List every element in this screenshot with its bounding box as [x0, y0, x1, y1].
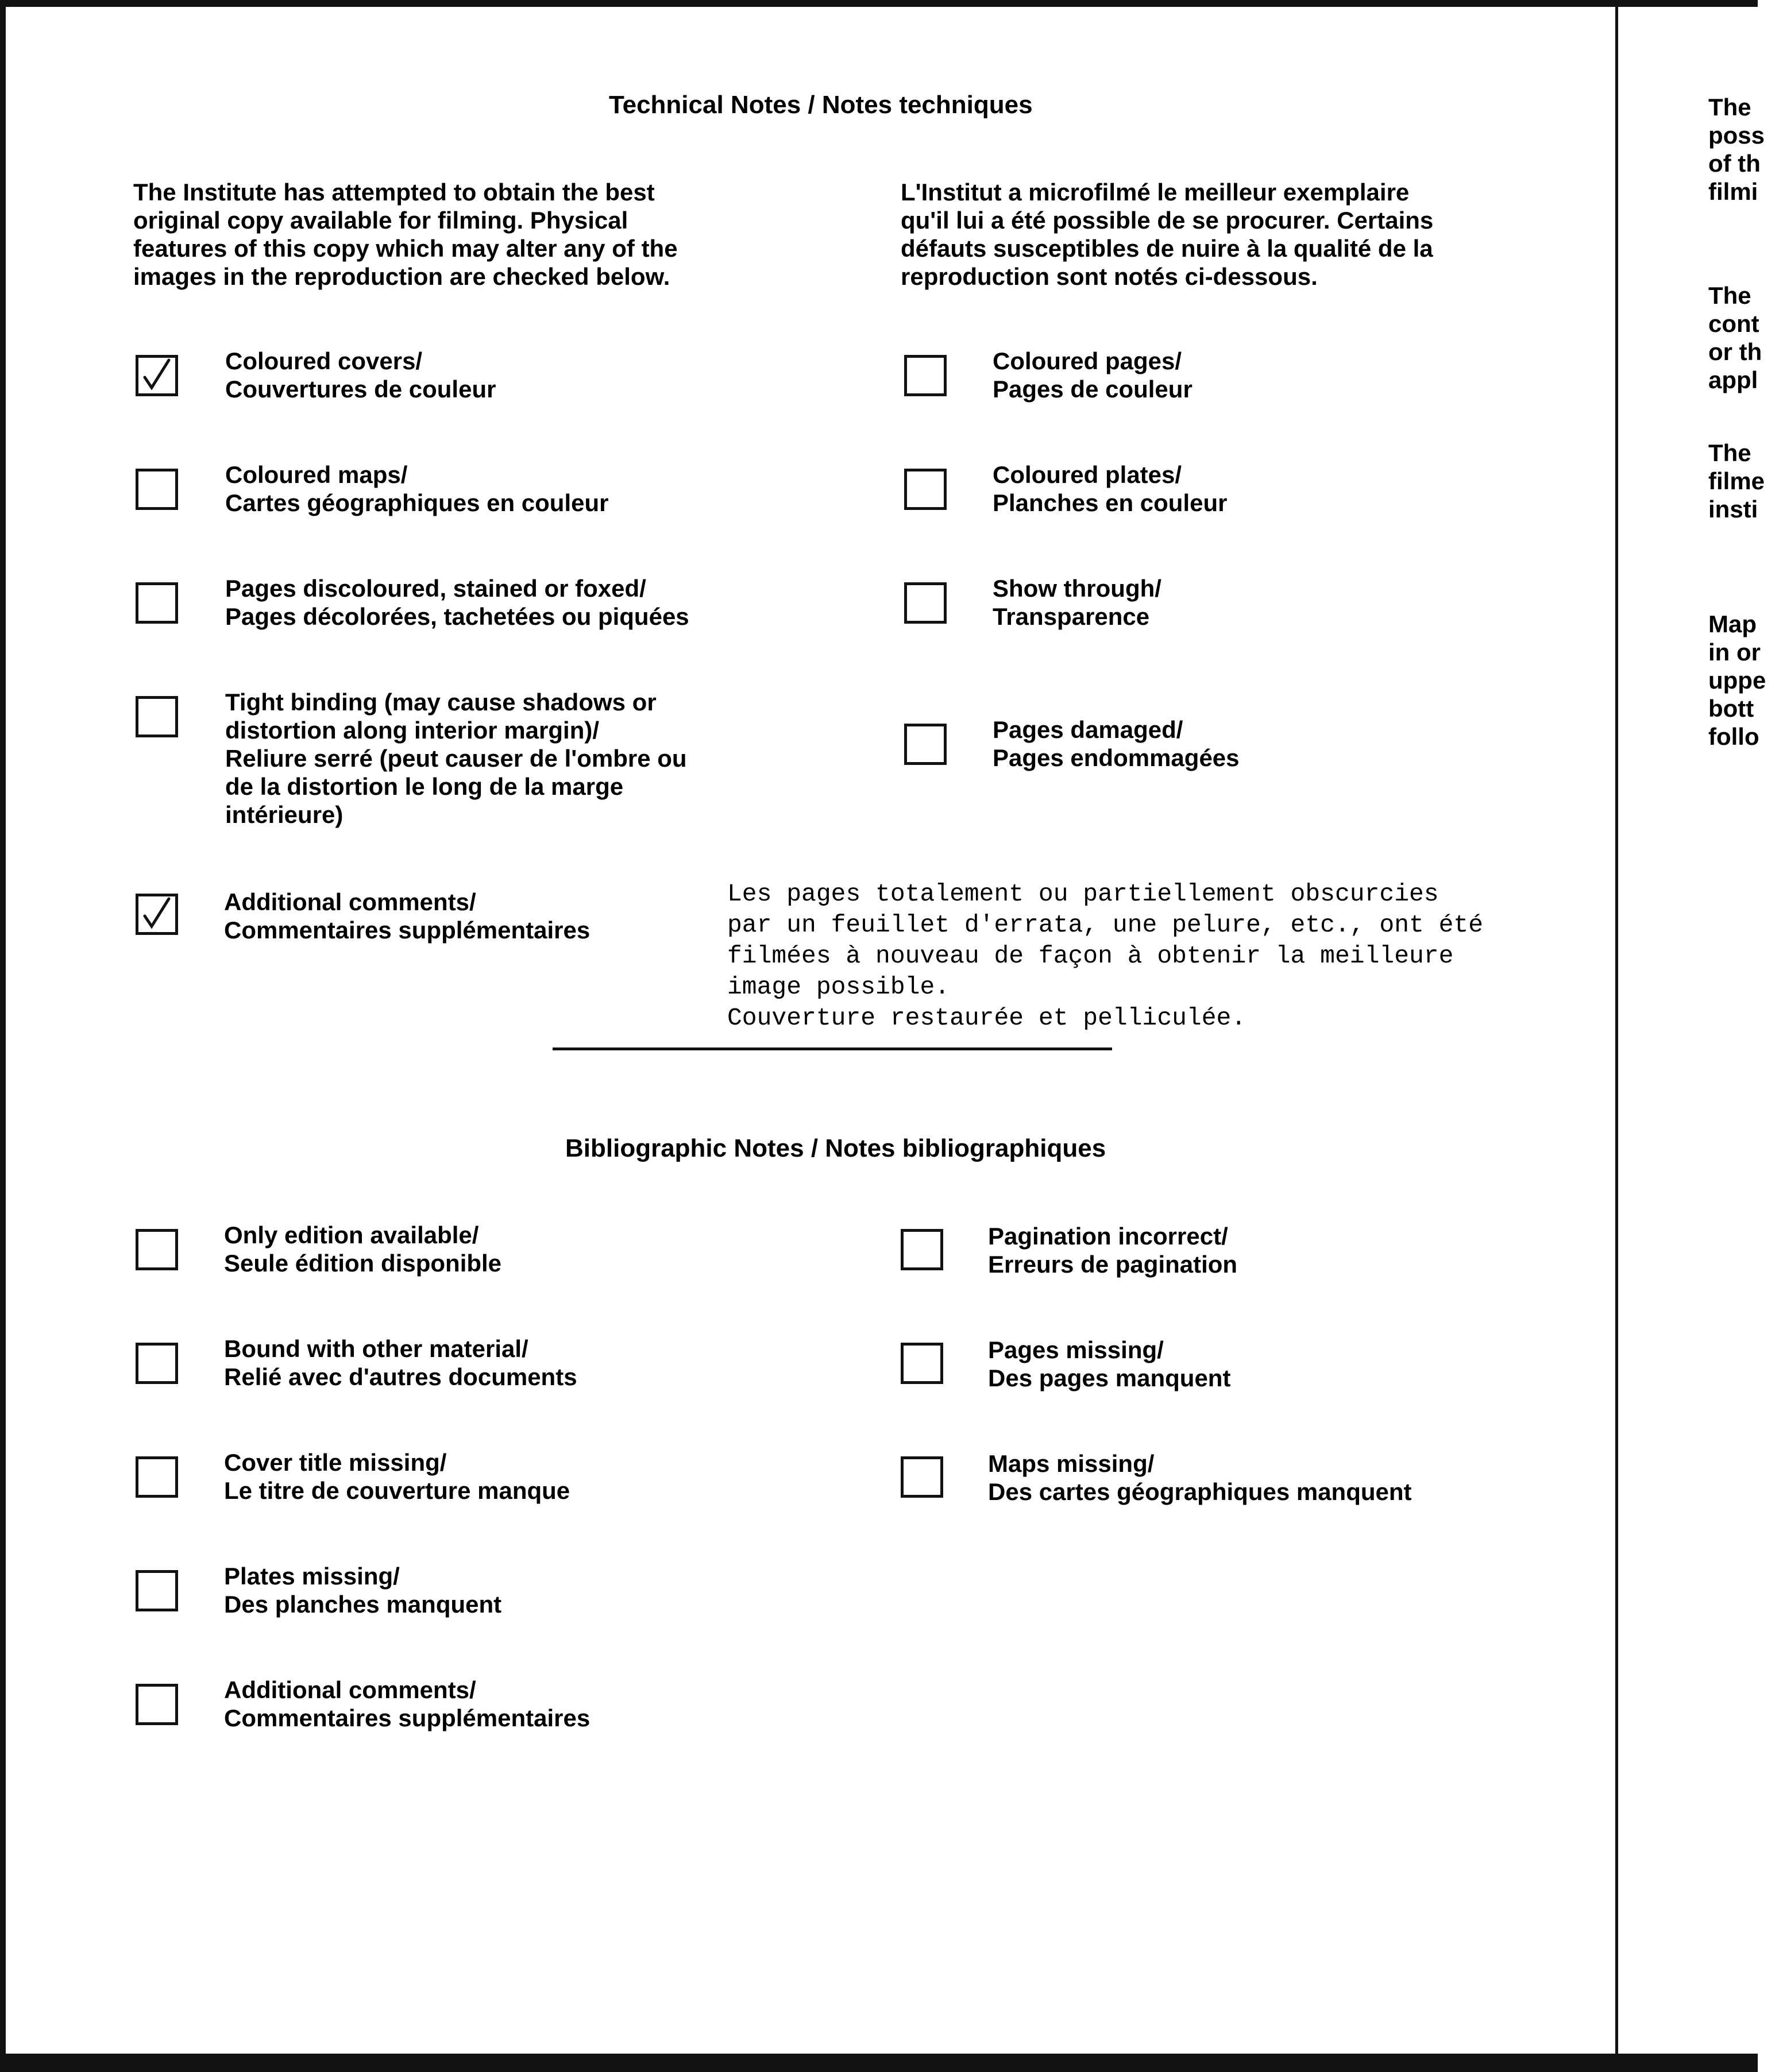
checkbox-tight-binding[interactable]: [136, 696, 178, 737]
checkbox-maps-missing[interactable]: [901, 1456, 943, 1498]
intro-english: The Institute has attempted to obtain the best original copy available for filming. Physical features of this copy which may alter any of the images in the reproduction are checked below.: [133, 179, 678, 290]
checkbox-plates-missing[interactable]: [136, 1570, 178, 1611]
checkbox-bound-with-other[interactable]: [136, 1343, 178, 1384]
label-cover-title-missing: Cover title missing/ Le titre de couverture manque: [224, 1449, 570, 1504]
label-pagination-incorrect: Pagination incorrect/ Erreurs de pagination: [988, 1223, 1238, 1278]
column-divider: [1615, 7, 1618, 2057]
page-border-left: [0, 0, 6, 2072]
checkbox-pages-discoloured[interactable]: [136, 582, 178, 624]
label-only-edition: Only edition available/ Seule édition disponible: [224, 1221, 502, 1277]
label-maps-missing: Maps missing/ Des cartes géographiques manquent: [988, 1450, 1412, 1505]
label-coloured-maps: Coloured maps/ Cartes géographiques en couleur: [225, 461, 609, 516]
checkbox-additional-comments-technical[interactable]: [136, 894, 178, 935]
bibliographic-notes-heading: Bibliographic Notes / Notes bibliographiques: [565, 1134, 1106, 1162]
checkbox-pages-missing[interactable]: [901, 1343, 943, 1384]
checkbox-additional-comments-bibliographic[interactable]: [136, 1684, 178, 1725]
right-fragment-3: The filme insti: [1708, 439, 1765, 523]
checkbox-show-through[interactable]: [904, 582, 947, 624]
label-show-through: Show through/ Transparence: [993, 575, 1161, 630]
checkbox-pages-damaged[interactable]: [904, 724, 947, 765]
label-coloured-pages: Coloured pages/ Pages de couleur: [993, 347, 1192, 403]
label-coloured-covers: Coloured covers/ Couvertures de couleur: [225, 347, 496, 403]
page-border-bottom: [0, 2054, 1758, 2072]
label-additional-comments-bibliographic: Additional comments/ Commentaires supplémentaires: [224, 1676, 591, 1731]
checkmark-icon: [139, 358, 175, 393]
checkbox-cover-title-missing[interactable]: [136, 1456, 178, 1498]
section-separator: [553, 1047, 1112, 1050]
label-bound-with-other: Bound with other material/ Relié avec d'autres documents: [224, 1335, 577, 1390]
right-fragment-4: Map in or uppe bott follo: [1708, 610, 1766, 750]
technical-notes-heading: Technical Notes / Notes techniques: [609, 91, 1033, 119]
checkbox-coloured-plates[interactable]: [904, 469, 947, 510]
right-fragment-2: The cont or th appl: [1708, 282, 1762, 393]
right-fragment-1: The poss of th filmi: [1708, 94, 1765, 205]
label-plates-missing: Plates missing/ Des planches manquent: [224, 1563, 502, 1618]
checkbox-only-edition[interactable]: [136, 1229, 178, 1270]
checkbox-coloured-covers[interactable]: [136, 355, 178, 396]
intro-french: L'Institut a microfilmé le meilleur exemplaire qu'il lui a été possible de se procurer. Certains défauts susceptibles de nuire à la qualité de la reproduction sont notés ci-dessous.: [901, 179, 1434, 290]
label-coloured-plates: Coloured plates/ Planches en couleur: [993, 461, 1228, 516]
checkbox-coloured-maps[interactable]: [136, 469, 178, 510]
checkbox-pagination-incorrect[interactable]: [901, 1229, 943, 1270]
label-pages-discoloured: Pages discoloured, stained or foxed/ Pages décolorées, tachetées ou piquées: [225, 575, 689, 630]
label-pages-damaged: Pages damaged/ Pages endommagées: [993, 716, 1240, 771]
label-pages-missing: Pages missing/ Des pages manquent: [988, 1336, 1231, 1391]
additional-comments-text: Les pages totalement ou partiellement obscurcies par un feuillet d'errata, une pelure, etc., ont été filmées à nouveau de façon à obtenir la meilleure image possible. Couverture restaurée et pelliculée.: [727, 880, 1484, 1032]
checkbox-coloured-pages[interactable]: [904, 355, 947, 396]
label-tight-binding: Tight binding (may cause shadows or distortion along interior margin)/ Reliure serré (peut causer de l'ombre ou de la distortion le long de la marge intérieure): [225, 689, 687, 828]
label-additional-comments-technical: Additional comments/ Commentaires supplémentaires: [224, 888, 591, 944]
page-border-top: [0, 0, 1758, 7]
checkmark-icon: [139, 896, 175, 932]
